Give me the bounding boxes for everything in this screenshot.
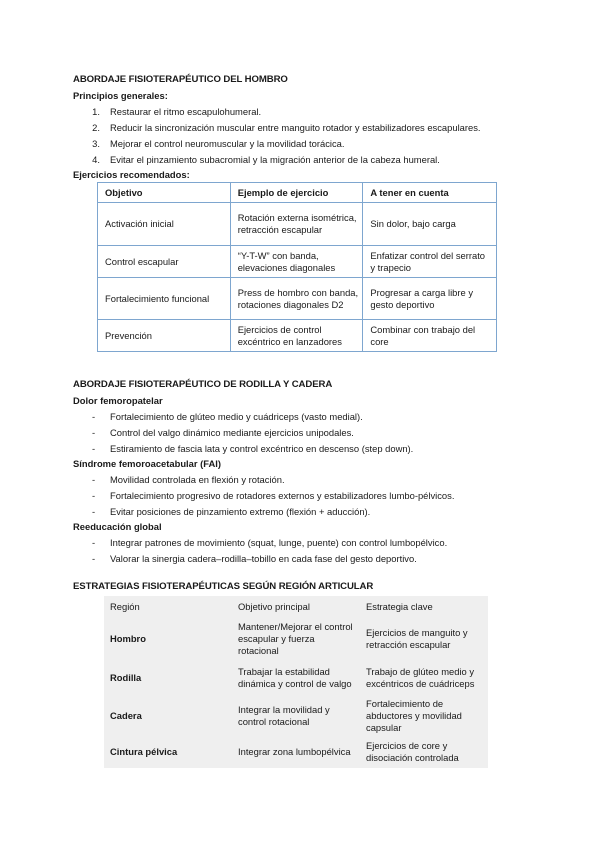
bullet-dash: - [92, 506, 96, 517]
exercises-table [97, 182, 497, 352]
list-item: Evitar posiciones de pinzamiento extremo (flexión + aducción). [110, 506, 371, 517]
table-cell: Trabajo de glúteo medio y excéntricos de cuádriceps [366, 666, 475, 689]
table-cell: Activación inicial [98, 203, 231, 246]
table-cell: Rodilla [110, 672, 142, 683]
table-cell: Integrar zona lumbopélvica [238, 746, 351, 757]
exercises-heading: Ejercicios recomendados: [73, 169, 190, 180]
principle-item: Evitar el pinzamiento subacromial y la migración anterior de la cabeza humeral. [110, 154, 440, 165]
principle-number: 2. [92, 122, 100, 133]
table-header-cell: Estrategia clave [366, 601, 433, 612]
principle-number: 1. [92, 106, 100, 117]
bullet-dash: - [92, 411, 96, 422]
principles-heading: Principios generales: [73, 90, 168, 101]
knee-hip-title: ABORDAJE FISIOTERAPÉUTICO DE RODILLA Y CADERA [73, 379, 333, 390]
table-cell: “Y-T-W” con banda, elevaciones diagonales [230, 246, 363, 278]
table-row [104, 618, 488, 660]
section-heading: Síndrome femoroacetabular (FAI) [73, 458, 221, 469]
principle-item: Reducir la sincronización muscular entre manguito rotador y estabilizadores escapulares. [110, 122, 481, 133]
bullet-dash: - [92, 553, 96, 564]
principle-item: Restaurar el ritmo escapulohumeral. [110, 106, 262, 117]
table-cell: Rotación externa isométrica, retracción escapular [230, 203, 363, 246]
table-cell: Enfatizar control del serrato y trapecio [363, 246, 497, 278]
table-cell: Combinar con trabajo del core [363, 320, 497, 352]
strategies-title: ESTRATEGIAS FISIOTERAPÉUTICAS SEGÚN REGIÓN ARTICULAR [73, 581, 374, 592]
principle-number: 4. [92, 154, 100, 165]
section-heading: Dolor femoropatelar [73, 395, 163, 406]
list-item: Integrar patrones de movimiento (squat, lunge, puente) con control lumbopélvico. [110, 537, 448, 548]
list-item: Control del valgo dinámico mediante ejercicios unipodales. [110, 427, 354, 438]
bullet-dash: - [92, 490, 96, 501]
table-cell: Cintura pélvica [110, 746, 178, 757]
table-header-row [98, 183, 497, 203]
table-cell: Progresar a carga libre y gesto deportivo [363, 278, 497, 320]
table-row [104, 696, 488, 736]
table-row [104, 660, 488, 696]
table-row [98, 320, 497, 352]
strategies-table [104, 596, 488, 768]
table-header-cell: Objetivo [98, 183, 231, 203]
table-header-cell: Ejemplo de ejercicio [230, 183, 363, 203]
bullet-dash: - [92, 443, 96, 454]
bullet-dash: - [92, 537, 96, 548]
bullet-dash: - [92, 427, 96, 438]
table-cell: Control escapular [98, 246, 231, 278]
table-cell: Hombro [110, 633, 146, 644]
table-row [104, 736, 488, 768]
list-item: Fortalecimiento de glúteo medio y cuádriceps (vasto medial). [110, 411, 363, 422]
table-header-cell: Objetivo principal [238, 601, 310, 612]
bullet-dash: - [92, 474, 96, 485]
table-cell: Trabajar la estabilidad dinámica y control de valgo [238, 666, 352, 689]
table-cell: Prevención [98, 320, 231, 352]
table-cell: Integrar la movilidad y control rotacional [238, 704, 330, 727]
table-cell: Ejercicios de control excéntrico en lanzadores [230, 320, 363, 352]
table-cell: Ejercicios de manguito y retracción escapular [366, 627, 468, 650]
list-item: Valorar la sinergia cadera–rodilla–tobillo en cada fase del gesto deportivo. [110, 553, 417, 564]
table-cell: Press de hombro con banda, rotaciones diagonales D2 [230, 278, 363, 320]
principle-number: 3. [92, 138, 100, 149]
table-cell: Sin dolor, bajo carga [363, 203, 497, 246]
table-cell: Ejercicios de core y disociación controlada [366, 740, 459, 763]
list-item: Estiramiento de fascia lata y control excéntrico en descenso (step down). [110, 443, 414, 454]
table-cell: Fortalecimiento funcional [98, 278, 231, 320]
table-cell: Cadera [110, 710, 142, 721]
list-item: Fortalecimiento progresivo de rotadores externos y estabilizadores lumbo-pélvicos. [110, 490, 455, 501]
table-cell: Fortalecimiento de abductores y movilidad capsular [366, 698, 462, 733]
principle-item: Mejorar el control neuromuscular y la movilidad torácica. [110, 138, 345, 149]
shoulder-title: ABORDAJE FISIOTERAPÉUTICO DEL HOMBRO [73, 74, 288, 85]
table-row [98, 203, 497, 246]
table-row [98, 278, 497, 320]
table-row [98, 246, 497, 278]
table-cell: Mantener/Mejorar el control escapular y fuerza rotacional [238, 621, 353, 656]
section-heading: Reeducación global [73, 521, 162, 532]
list-item: Movilidad controlada en flexión y rotación. [110, 474, 285, 485]
table-header-cell: Región [110, 601, 140, 612]
table-header-row [104, 596, 488, 618]
table-header-cell: A tener en cuenta [363, 183, 497, 203]
